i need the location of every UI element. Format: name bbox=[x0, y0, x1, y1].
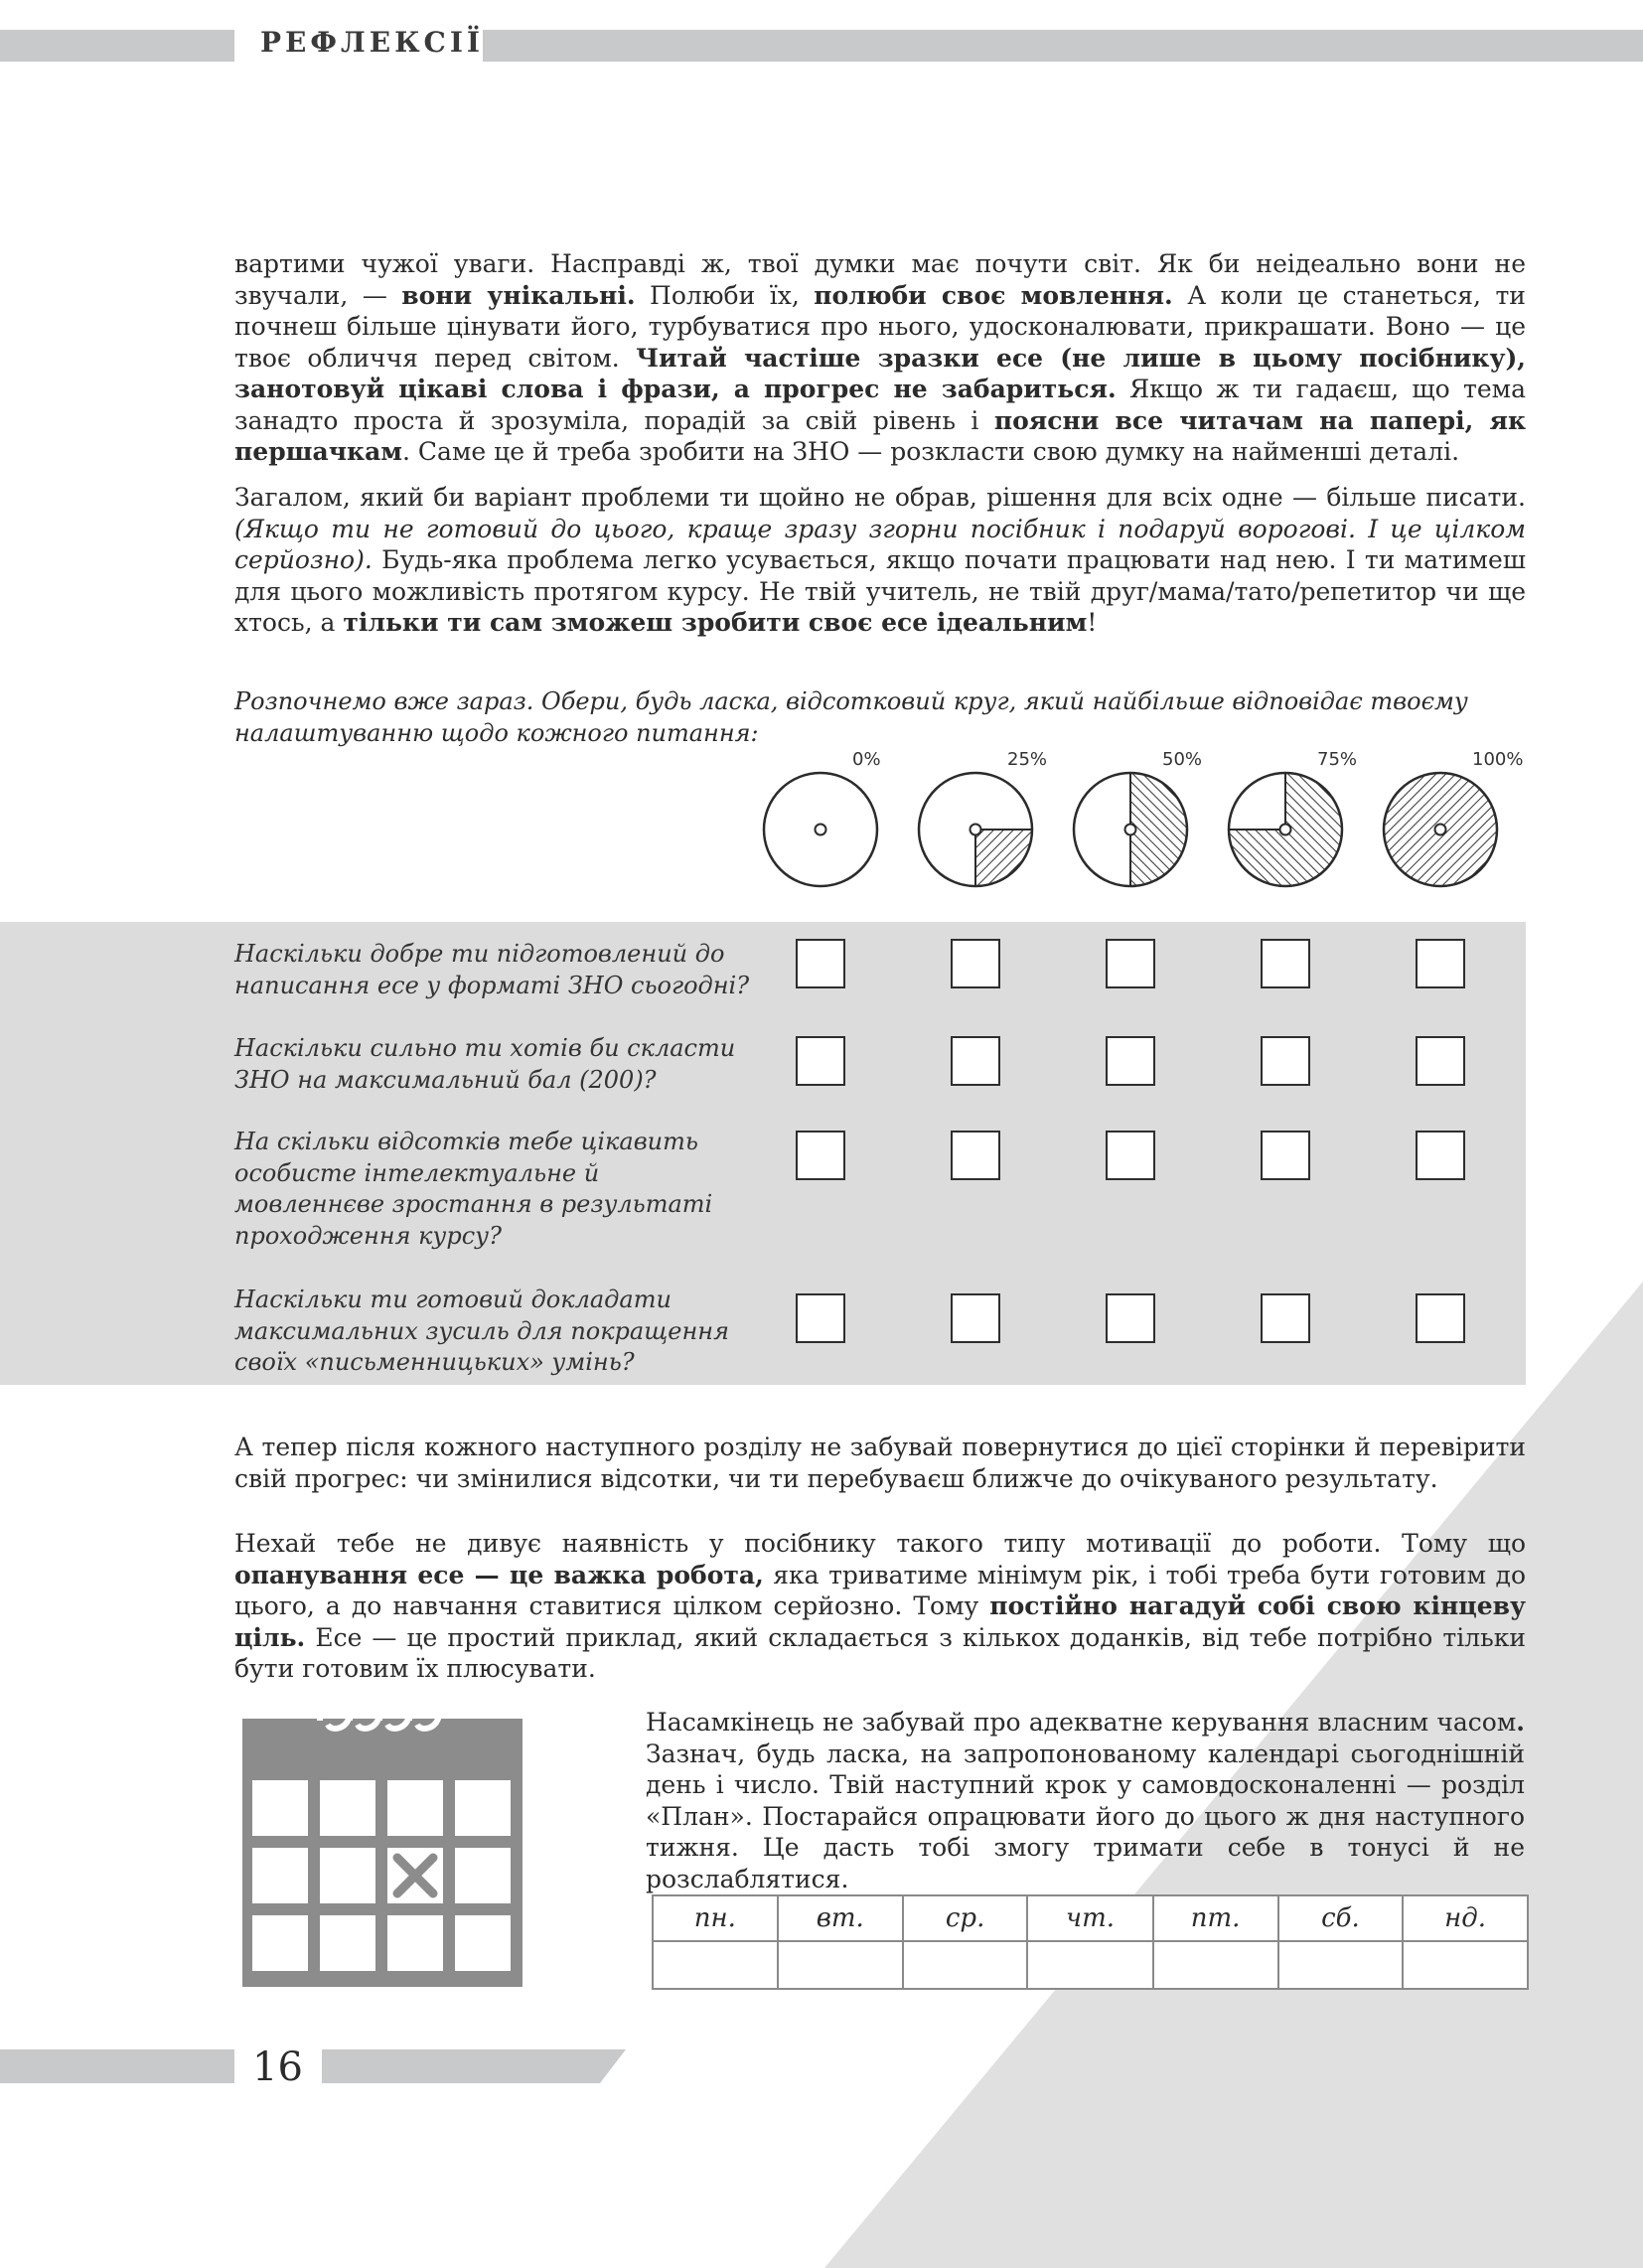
text-segment: Будь-яка проблема легко усувається, якщо почати працювати над нею. І ти матимеш для цього можливість протягом курсу. Не твій учитель, не твій друг/мама/тато/репетитор чи ще хтось, а bbox=[234, 545, 1526, 637]
answer-checkbox-q1-4[interactable] bbox=[1261, 939, 1310, 988]
answer-checkbox-q1-3[interactable] bbox=[1106, 939, 1155, 988]
weekday-cell[interactable] bbox=[1278, 1941, 1404, 1989]
weekday-header: нд. bbox=[1403, 1895, 1528, 1941]
pie-label: 75% bbox=[1317, 749, 1358, 770]
weekday-header: чт. bbox=[1027, 1895, 1152, 1941]
paragraph-progress bbox=[234, 1432, 1526, 1494]
text-segment: Нехай тебе не дивує наявність у посібнику такого типу мотивації до роботи. Тому що bbox=[234, 1529, 1526, 1558]
pie-center-dot bbox=[816, 825, 826, 835]
question-3: На скільки відсотків тебе цікавить особисте інтелектуальне й мовленнєве зростання в результаті проходження курсу? bbox=[234, 1128, 713, 1250]
answer-checkbox-q3-4[interactable] bbox=[1261, 1131, 1310, 1180]
question-1: Наскільки добре ти підготовлений до написання есе у форматі ЗНО сьогодні? bbox=[234, 940, 750, 999]
pie-center-dot bbox=[1280, 825, 1291, 835]
paragraph-love-speech bbox=[234, 248, 1526, 468]
text-segment: А тепер після кожного наступного розділу не забувай повернутися до цієї сторінки й перевірити свій прогрес: чи змінилися відсотки, чи ти перебуваєш ближче до очікуваного результату. bbox=[234, 1433, 1526, 1493]
text-segment: А коли це станеться, ти почнеш більше цінувати його, турбуватися про нього, удосконалювати, прикрашати. Воно — це твоє обличчя перед світом. bbox=[234, 280, 1526, 373]
weekday-header: вт. bbox=[778, 1895, 903, 1941]
answer-checkbox-q4-3[interactable] bbox=[1106, 1293, 1155, 1343]
pie-center-dot bbox=[1125, 825, 1136, 835]
answer-checkbox-q2-4[interactable] bbox=[1261, 1036, 1310, 1086]
percent-circle-4 bbox=[1211, 745, 1360, 904]
text-segment: яка триватиме мінімум рік, і тобі треба бути готовим до цього, а до навчання ставитися цілком серйозно. Тому bbox=[234, 1560, 1526, 1620]
weekday-header: сб. bbox=[1278, 1895, 1404, 1941]
text-segment: Загалом, який би варіант проблеми ти щойно не обрав, рішення для всіх одне — більше писати. bbox=[234, 483, 1526, 512]
text-segment: Читай частіше зразки есе (не лише в цьому посібнику), занотовуй цікаві слова і фрази, а прогрес не забариться. bbox=[234, 343, 1527, 403]
answer-checkbox-q2-3[interactable] bbox=[1106, 1036, 1155, 1086]
question-2: Наскільки сильно ти хотів би скласти ЗНО на максимальний бал (200)? bbox=[234, 1034, 736, 1094]
pie-fill bbox=[1130, 773, 1187, 886]
text-segment: Якщо ж ти гадаєш, що тема занадто проста й зрозуміла, порадій за свій рівень і bbox=[234, 375, 1526, 435]
text-segment: опанування есе — це важка робота, bbox=[234, 1560, 764, 1589]
answer-checkbox-q3-2[interactable] bbox=[951, 1131, 1000, 1180]
paragraph-write-more bbox=[234, 482, 1526, 639]
question-4: Наскільки ти готовий докладати максимальних зусиль для покращення своїх «письменницьких» умінь? bbox=[234, 1285, 729, 1376]
page-number: 16 bbox=[252, 2044, 303, 2090]
answer-checkbox-q4-4[interactable] bbox=[1261, 1293, 1310, 1343]
paragraph-hard-work bbox=[234, 1528, 1526, 1685]
answer-checkbox-q2-2[interactable] bbox=[951, 1036, 1000, 1086]
text-segment: вартими чужої уваги. Насправді ж, твої думки має почути світ. Як би неідеально вони не звучали, — bbox=[234, 249, 1526, 310]
percent-circle-1 bbox=[746, 745, 895, 904]
weekday-cell[interactable] bbox=[653, 1941, 778, 1989]
text-segment: вони унікальні. bbox=[401, 280, 636, 310]
survey-intro: Розпочнемо вже зараз. Обери, будь ласка, відсотковий круг, який найбільше відповідає твоєму налаштуванню щодо кожного питання: bbox=[234, 687, 1468, 747]
text-segment: ! bbox=[1087, 608, 1098, 637]
weekday-cell[interactable] bbox=[903, 1941, 1028, 1989]
text-segment: полюби своє мовлення. bbox=[814, 280, 1173, 310]
text-segment: . Саме це й треба зробити на ЗНО — розкласти свою думку на найменші деталі. bbox=[402, 437, 1460, 466]
answer-checkbox-q1-5[interactable] bbox=[1416, 939, 1465, 988]
weekday-cell[interactable] bbox=[1027, 1941, 1152, 1989]
weekday-header: ср. bbox=[903, 1895, 1028, 1941]
weekday-cell[interactable] bbox=[1403, 1941, 1528, 1989]
text-segment: (Якщо ти не готовий до цього, краще зразу згорни посібник і подаруй ворогові. І це цілком серйозно). bbox=[234, 514, 1526, 574]
answer-checkbox-q3-3[interactable] bbox=[1106, 1131, 1155, 1180]
answer-checkbox-q4-1[interactable] bbox=[796, 1293, 845, 1343]
answer-checkbox-q3-5[interactable] bbox=[1416, 1131, 1465, 1180]
pie-label: 50% bbox=[1162, 749, 1203, 770]
text-segment: Есе — це простий приклад, який складається з кількох доданків, від тебе потрібно тільки бути готовим їх плюсувати. bbox=[234, 1622, 1526, 1683]
answer-checkbox-q2-5[interactable] bbox=[1416, 1036, 1465, 1086]
weekday-cell[interactable] bbox=[1153, 1941, 1278, 1989]
pie-label: 25% bbox=[1007, 749, 1048, 770]
percent-circle-3 bbox=[1056, 745, 1205, 904]
header-bar-left bbox=[0, 30, 234, 62]
text-segment: постійно нагадуй собі свою кінцеву ціль. bbox=[234, 1591, 1527, 1652]
answer-checkbox-q1-2[interactable] bbox=[951, 939, 1000, 988]
text-segment: Насамкінець не забувай про адекватне керування власним часом bbox=[646, 1708, 1517, 1737]
answer-checkbox-q1-1[interactable] bbox=[796, 939, 845, 988]
answer-checkbox-q4-5[interactable] bbox=[1416, 1293, 1465, 1343]
answer-checkbox-q2-1[interactable] bbox=[796, 1036, 845, 1086]
footer-bar-left bbox=[0, 2049, 234, 2083]
text-segment: поясни все читачам на папері, як першачкам bbox=[234, 405, 1526, 466]
pie-center-dot bbox=[1435, 825, 1446, 835]
week-table bbox=[652, 1894, 1529, 1990]
section-title: РЕФЛЕКСІЇ bbox=[260, 26, 485, 59]
weekday-cell[interactable] bbox=[778, 1941, 903, 1989]
percent-circle-2 bbox=[901, 745, 1050, 904]
pie-label: 0% bbox=[852, 749, 881, 770]
answer-checkbox-q4-2[interactable] bbox=[951, 1293, 1000, 1343]
header-bar-right bbox=[483, 30, 1643, 62]
pie-center-dot bbox=[971, 825, 981, 835]
text-segment: Зазнач, будь ласка, на запропонованому календарі сьогоднішній день і число. Твій наступний крок у самовдосконаленні — розділ «План». Постарайся опрацювати його до цього ж дня наступного тижня. Це дасть тобі змогу тримати себе в тонусі й не розслаблятися. bbox=[646, 1739, 1525, 1893]
text-segment: Полюби їх, bbox=[635, 280, 815, 310]
answer-checkbox-q3-1[interactable] bbox=[796, 1131, 845, 1180]
percent-circle-5 bbox=[1366, 745, 1524, 904]
weekday-header: пт. bbox=[1153, 1895, 1278, 1941]
text-segment: . bbox=[1516, 1708, 1525, 1737]
paragraph-time-management bbox=[646, 1707, 1525, 1894]
weekday-header: пн. bbox=[653, 1895, 778, 1941]
footer-bar-right bbox=[322, 2049, 626, 2083]
calendar-icon bbox=[238, 1689, 526, 1992]
pie-label: 100% bbox=[1472, 749, 1524, 770]
text-segment: тільки ти сам зможеш зробити своє есе ідеальним bbox=[343, 608, 1088, 637]
